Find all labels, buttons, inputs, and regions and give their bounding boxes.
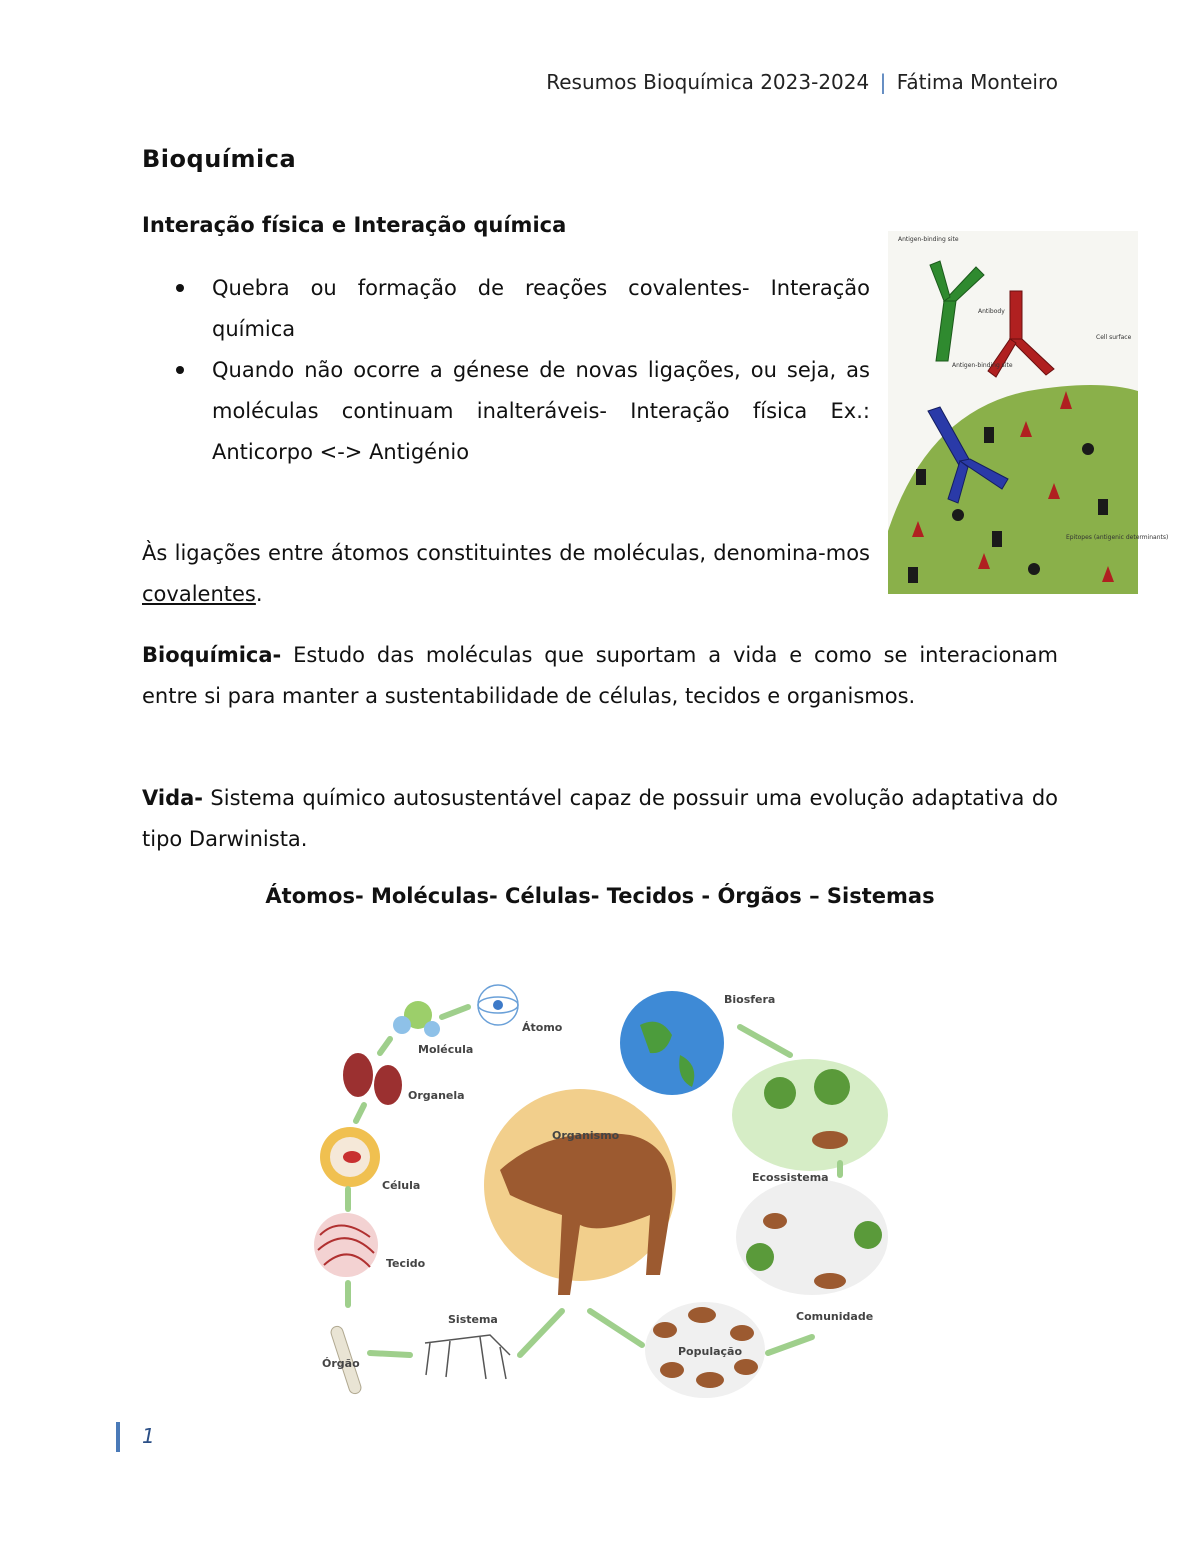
figure-label: Cell surface xyxy=(1096,334,1132,341)
figure-label: Antigen-binding site xyxy=(952,362,1013,369)
header-title: Resumos Bioquímica 2023-2024 xyxy=(546,70,870,94)
page-header xyxy=(546,70,1058,94)
cycle-label: Sistema xyxy=(448,1313,498,1326)
bullet-list xyxy=(172,268,870,473)
bullet-item: Quebra ou formação de reações covalentes- Interação química xyxy=(172,268,870,350)
cycle-label: Comunidade xyxy=(796,1310,874,1323)
header-author: Fátima Monteiro xyxy=(896,70,1058,94)
section-title: Interação física e Interação química xyxy=(142,213,567,237)
covalent-end: . xyxy=(255,582,263,606)
cycle-label: Organismo xyxy=(552,1129,620,1142)
page-number: 1 xyxy=(142,1424,155,1448)
definition-text: Estudo das moléculas que suportam a vida e como se interacionam entre si para manter a sustentabilidade de células, tecidos e organismos. xyxy=(142,643,1058,708)
figure-label: Antigen-binding site xyxy=(898,236,959,243)
covalent-underlined: covalentes xyxy=(142,582,256,606)
footer-accent-bar xyxy=(116,1422,120,1452)
definition-term: Vida- xyxy=(142,786,204,810)
levels-of-organization-figure xyxy=(300,975,900,1405)
antibody-antigen-figure xyxy=(888,231,1169,594)
figure-label: Epitopes (antigenic determinants) xyxy=(1066,534,1169,541)
covalent-paragraph xyxy=(142,533,870,615)
cycle-label: Tecido xyxy=(386,1257,426,1270)
cycle-label: Organela xyxy=(408,1089,465,1102)
header-separator: | xyxy=(879,70,887,94)
definition-biochemistry xyxy=(142,635,1058,717)
definition-term: Bioquímica- xyxy=(142,643,282,667)
definition-text: Sistema químico autosustentável capaz de possuir uma evolução adaptativa do tipo Darwinista. xyxy=(142,786,1058,851)
bullet-item: Quando não ocorre a génese de novas ligações, ou seja, as moléculas continuam inalteráveis- Interação física Ex.: Anticorpo <-> Antigénio xyxy=(172,350,870,473)
figure-label: Antibody xyxy=(978,308,1005,315)
hierarchy-heading: Átomos- Moléculas- Células- Tecidos - Órgãos – Sistemas xyxy=(265,884,935,908)
covalent-text: Às ligações entre átomos constituintes de moléculas, denomina-mos xyxy=(142,541,870,565)
cycle-label: Ecossistema xyxy=(752,1171,829,1184)
cycle-label: Célula xyxy=(382,1179,421,1192)
cycle-label: População xyxy=(678,1345,743,1358)
cycle-label: Átomo xyxy=(522,1021,563,1034)
definition-life xyxy=(142,778,1058,860)
cycle-label: Órgão xyxy=(322,1357,360,1370)
cycle-label: Biosfera xyxy=(724,993,776,1006)
cycle-label: Molécula xyxy=(418,1043,474,1056)
page-title: Bioquímica xyxy=(142,145,297,173)
